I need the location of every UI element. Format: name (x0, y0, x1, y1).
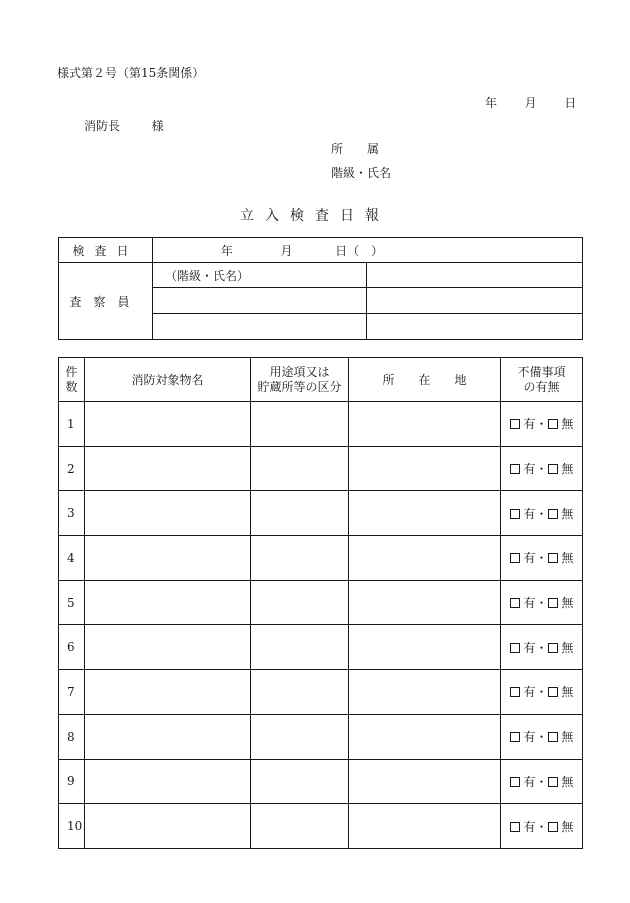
no-label: 無 (561, 640, 574, 655)
defect-choice (501, 446, 583, 491)
defect-choice (501, 536, 583, 581)
header-count: 件 数 (59, 358, 85, 402)
object-name-field[interactable] (85, 625, 251, 670)
inspection-date-label: 検査日 (59, 238, 153, 263)
object-name-field[interactable] (85, 402, 251, 447)
object-name-field[interactable] (85, 491, 251, 536)
no-checkbox[interactable] (548, 553, 558, 563)
inspector-field[interactable] (367, 314, 583, 340)
usage-field[interactable] (251, 804, 349, 849)
yes-checkbox[interactable] (510, 553, 520, 563)
yes-checkbox[interactable] (510, 777, 520, 787)
yes-label: 有・ (523, 730, 548, 745)
table-row (59, 402, 583, 447)
row-number: 5 (59, 580, 85, 625)
row-number: 1 (59, 402, 85, 447)
inspection-month-label: 月 (280, 243, 293, 258)
location-field[interactable] (349, 625, 501, 670)
inspection-info-table (58, 237, 583, 340)
yes-checkbox[interactable] (510, 643, 520, 653)
no-checkbox[interactable] (548, 777, 558, 787)
location-field[interactable] (349, 804, 501, 849)
defect-choice (501, 714, 583, 759)
usage-field[interactable] (251, 759, 349, 804)
report-date (485, 94, 576, 111)
report-table (58, 357, 583, 849)
location-field[interactable] (349, 536, 501, 581)
defect-choice (501, 491, 583, 536)
no-checkbox[interactable] (548, 643, 558, 653)
object-name-field[interactable] (85, 580, 251, 625)
no-checkbox[interactable] (548, 598, 558, 608)
table-row (59, 625, 583, 670)
yes-label: 有・ (523, 462, 548, 477)
usage-field[interactable] (251, 580, 349, 625)
row-number: 9 (59, 759, 85, 804)
usage-field[interactable] (251, 625, 349, 670)
yes-checkbox[interactable] (510, 509, 520, 519)
inspector-field[interactable] (153, 314, 367, 340)
yes-label: 有・ (523, 417, 548, 432)
defect-choice (501, 759, 583, 804)
inspection-year-label: 年 (220, 243, 233, 258)
usage-field[interactable] (251, 446, 349, 491)
header-location: 所 在 地 (349, 358, 501, 402)
month-label: 月 (524, 96, 537, 110)
inspector-rank-name-note: （階級・氏名） (153, 263, 367, 288)
row-number: 4 (59, 536, 85, 581)
usage-field[interactable] (251, 670, 349, 715)
inspection-day-label: 日（ ） (335, 243, 384, 258)
table-row (59, 446, 583, 491)
table-row (59, 491, 583, 536)
no-label: 無 (561, 551, 574, 566)
defect-choice (501, 625, 583, 670)
no-label: 無 (561, 462, 574, 477)
no-checkbox[interactable] (548, 509, 558, 519)
location-field[interactable] (349, 670, 501, 715)
defect-choice (501, 402, 583, 447)
table-row (59, 536, 583, 581)
yes-label: 有・ (523, 596, 548, 611)
usage-field[interactable] (251, 491, 349, 536)
no-checkbox[interactable] (548, 687, 558, 697)
inspector-field[interactable] (153, 288, 367, 314)
form-number: 様式第２号（第15条関係） (57, 66, 205, 80)
no-label: 無 (561, 774, 574, 789)
location-field[interactable] (349, 759, 501, 804)
table-row (59, 580, 583, 625)
header-usage: 用途項又は 貯蔵所等の区分 (251, 358, 349, 402)
no-checkbox[interactable] (548, 822, 558, 832)
row-number: 3 (59, 491, 85, 536)
row-number: 10 (59, 804, 85, 849)
yes-label: 有・ (523, 506, 548, 521)
yes-label: 有・ (523, 640, 548, 655)
yes-checkbox[interactable] (510, 732, 520, 742)
yes-checkbox[interactable] (510, 598, 520, 608)
addressee (84, 117, 164, 134)
location-field[interactable] (349, 446, 501, 491)
object-name-field[interactable] (85, 804, 251, 849)
table-row (59, 714, 583, 759)
no-checkbox[interactable] (548, 464, 558, 474)
row-number: 2 (59, 446, 85, 491)
object-name-field[interactable] (85, 759, 251, 804)
yes-checkbox[interactable] (510, 464, 520, 474)
table-row (59, 759, 583, 804)
usage-field[interactable] (251, 536, 349, 581)
table-row (59, 670, 583, 715)
location-field[interactable] (349, 491, 501, 536)
yes-label: 有・ (523, 819, 548, 834)
no-checkbox[interactable] (548, 419, 558, 429)
location-field[interactable] (349, 714, 501, 759)
object-name-field[interactable] (85, 446, 251, 491)
no-label: 無 (561, 506, 574, 521)
inspection-date-field[interactable] (153, 238, 583, 263)
object-name-field[interactable] (85, 670, 251, 715)
object-name-field[interactable] (85, 536, 251, 581)
usage-field[interactable] (251, 714, 349, 759)
no-checkbox[interactable] (548, 732, 558, 742)
addressee-honorific: 様 (151, 119, 164, 133)
no-label: 無 (561, 819, 574, 834)
rank-name-label: 階級・氏名 (331, 166, 392, 180)
inspector-field[interactable] (367, 288, 583, 314)
defect-choice (501, 804, 583, 849)
yes-checkbox[interactable] (510, 687, 520, 697)
page-title: 立入検査日報 (240, 208, 390, 224)
yes-checkbox[interactable] (510, 419, 520, 429)
yes-checkbox[interactable] (510, 822, 520, 832)
location-field[interactable] (349, 402, 501, 447)
inspector-field[interactable] (367, 263, 583, 288)
no-label: 無 (561, 730, 574, 745)
no-label: 無 (561, 417, 574, 432)
no-label: 無 (561, 596, 574, 611)
defect-choice (501, 580, 583, 625)
usage-field[interactable] (251, 402, 349, 447)
addressee-name: 消防長 (84, 119, 121, 133)
yes-label: 有・ (523, 774, 548, 789)
table-row (59, 804, 583, 849)
row-number: 8 (59, 714, 85, 759)
row-number: 7 (59, 670, 85, 715)
row-number: 6 (59, 625, 85, 670)
location-field[interactable] (349, 580, 501, 625)
affiliation-label: 所 属 (331, 142, 380, 156)
yes-label: 有・ (523, 685, 548, 700)
yes-label: 有・ (523, 551, 548, 566)
day-label: 日 (564, 96, 577, 110)
no-label: 無 (561, 685, 574, 700)
inspector-label: 査察員 (59, 263, 153, 340)
object-name-field[interactable] (85, 714, 251, 759)
header-object-name: 消防対象物名 (85, 358, 251, 402)
defect-choice (501, 670, 583, 715)
header-defect: 不備事項 の有無 (501, 358, 583, 402)
year-label: 年 (485, 96, 498, 110)
